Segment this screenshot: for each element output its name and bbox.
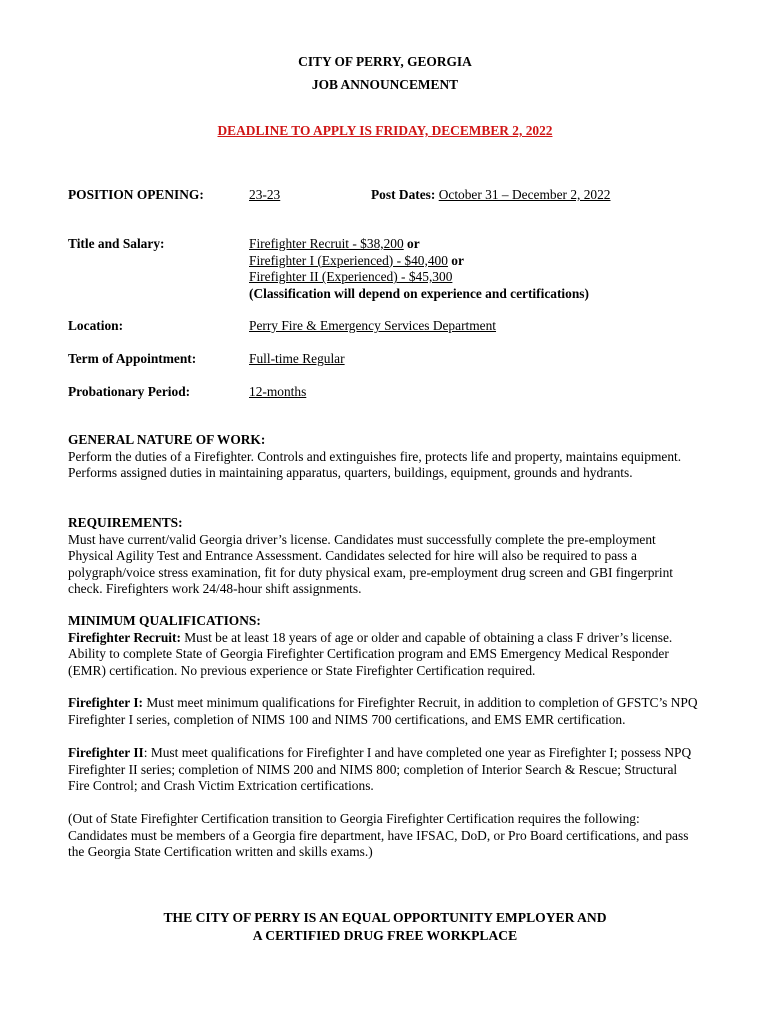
deadline-banner: DEADLINE TO APPLY IS FRIDAY, DECEMBER 2, 2022 xyxy=(217,123,553,138)
classification-note: (Classification will depend on experience and certifications) xyxy=(249,285,589,301)
ff1-qualification-label: Firefighter I: xyxy=(68,695,143,710)
salary-ff1-text: Firefighter I (Experienced) - $40,400 xyxy=(249,252,448,268)
requirements-heading: REQUIREMENTS: xyxy=(68,515,183,530)
announcement-title: JOB ANNOUNCEMENT xyxy=(311,77,459,92)
general-nature-heading: GENERAL NATURE OF WORK: xyxy=(68,432,266,447)
eeo-statement-line1: THE CITY OF PERRY IS AN EQUAL OPPORTUNITY EMPLOYER AND xyxy=(163,910,607,925)
post-dates-label: Post Dates: xyxy=(371,187,436,202)
salary-line-ff1 xyxy=(249,253,464,270)
salary-ff2-text: Firefighter II (Experienced) - $45,300 xyxy=(249,269,453,285)
salary-ff1-suffix: or xyxy=(447,252,464,268)
min-qualifications-section xyxy=(68,613,700,679)
deadline-wrapper xyxy=(0,123,770,140)
ff1-qualification xyxy=(68,695,700,728)
requirements-section xyxy=(68,515,700,598)
location-value: Perry Fire & Emergency Services Department xyxy=(249,318,497,333)
eeo-statement-line2: A CERTIFIED DRUG FREE WORKPLACE xyxy=(252,928,518,943)
term-value: Full-time Regular xyxy=(249,351,345,366)
post-dates xyxy=(371,187,611,204)
location-label: Location: xyxy=(68,318,124,333)
requirements-text: Must have current/valid Georgia driver’s license. Candidates must successfully complete the pre-employment Physical Agility Test and Entrance Assessment. Candidates selected for hire will also be required to pass a polygraph/voice stress examination, fit for duty physical exam, pre-employment drug screen and GBI fingerprint check. Firefighters work 24/48-hour shift assignments. xyxy=(68,531,674,597)
term-label: Term of Appointment: xyxy=(68,351,197,366)
salary-line-ff2 xyxy=(249,269,452,286)
post-dates-value: October 31 – December 2, 2022 xyxy=(438,187,611,202)
title-salary-label: Title and Salary: xyxy=(68,236,165,251)
out-of-state-note xyxy=(68,811,700,861)
min-qualifications-heading: MINIMUM QUALIFICATIONS: xyxy=(68,613,261,628)
recruit-qualification xyxy=(68,630,700,680)
salary-recruit-text: Firefighter Recruit - $38,200 xyxy=(249,236,404,251)
recruit-qualification-text: Must be at least 18 years of age or older and capable of obtaining a class F driver’s license. Ability to complete State of Georgia Firefighter Certification program and EMS Emergency Medical Responder (EMR) certification. No previous experience or State Firefighter Certification required. xyxy=(68,629,673,678)
out-of-state-text: (Out of State Firefighter Certification transition to Georgia Firefighter Certification requires the following: Candidates must be members of a Georgia fire department, have IFSAC, DoD, or Pro Board certifications, and pass the Georgia State Certification written and skills exams.) xyxy=(68,811,689,860)
ff1-qualification-text: Must meet minimum qualifications for Firefighter Recruit, in addition to completion of GFSTC’s NPQ Firefighter I series, completion of NIMS 100 and NIMS 700 certifications, and EMS EMR certification. xyxy=(68,695,698,727)
probation-label: Probationary Period: xyxy=(68,384,191,399)
probation-value: 12-months xyxy=(249,384,307,399)
salary-recruit-suffix: or xyxy=(403,236,420,251)
general-nature-text: Perform the duties of a Firefighter. Controls and extinguishes fire, protects life and property, maintains equipment. Performs assigned duties in maintaining apparatus, quarters, buildings, equipment, grounds and hydrants. xyxy=(68,448,682,481)
ff2-qualification-label: Firefighter II xyxy=(68,745,144,760)
position-opening-value: 23-23 xyxy=(249,187,281,202)
recruit-qualification-label: Firefighter Recruit: xyxy=(68,629,181,645)
general-nature-section xyxy=(68,432,700,482)
city-title: CITY OF PERRY, GEORGIA xyxy=(298,54,472,69)
position-opening-label: POSITION OPENING: xyxy=(68,187,204,202)
salary-line-recruit xyxy=(249,236,420,253)
ff2-qualification-text: : Must meet qualifications for Firefighter I and have completed one year as Firefighter I; possess NPQ Firefighter II series; completion of NIMS 200 and NIMS 800; completion of Interior Search & Rescue; Structural Fire Control; and Crash Victim Extrication certifications. xyxy=(68,745,692,794)
ff2-qualification xyxy=(68,745,700,795)
